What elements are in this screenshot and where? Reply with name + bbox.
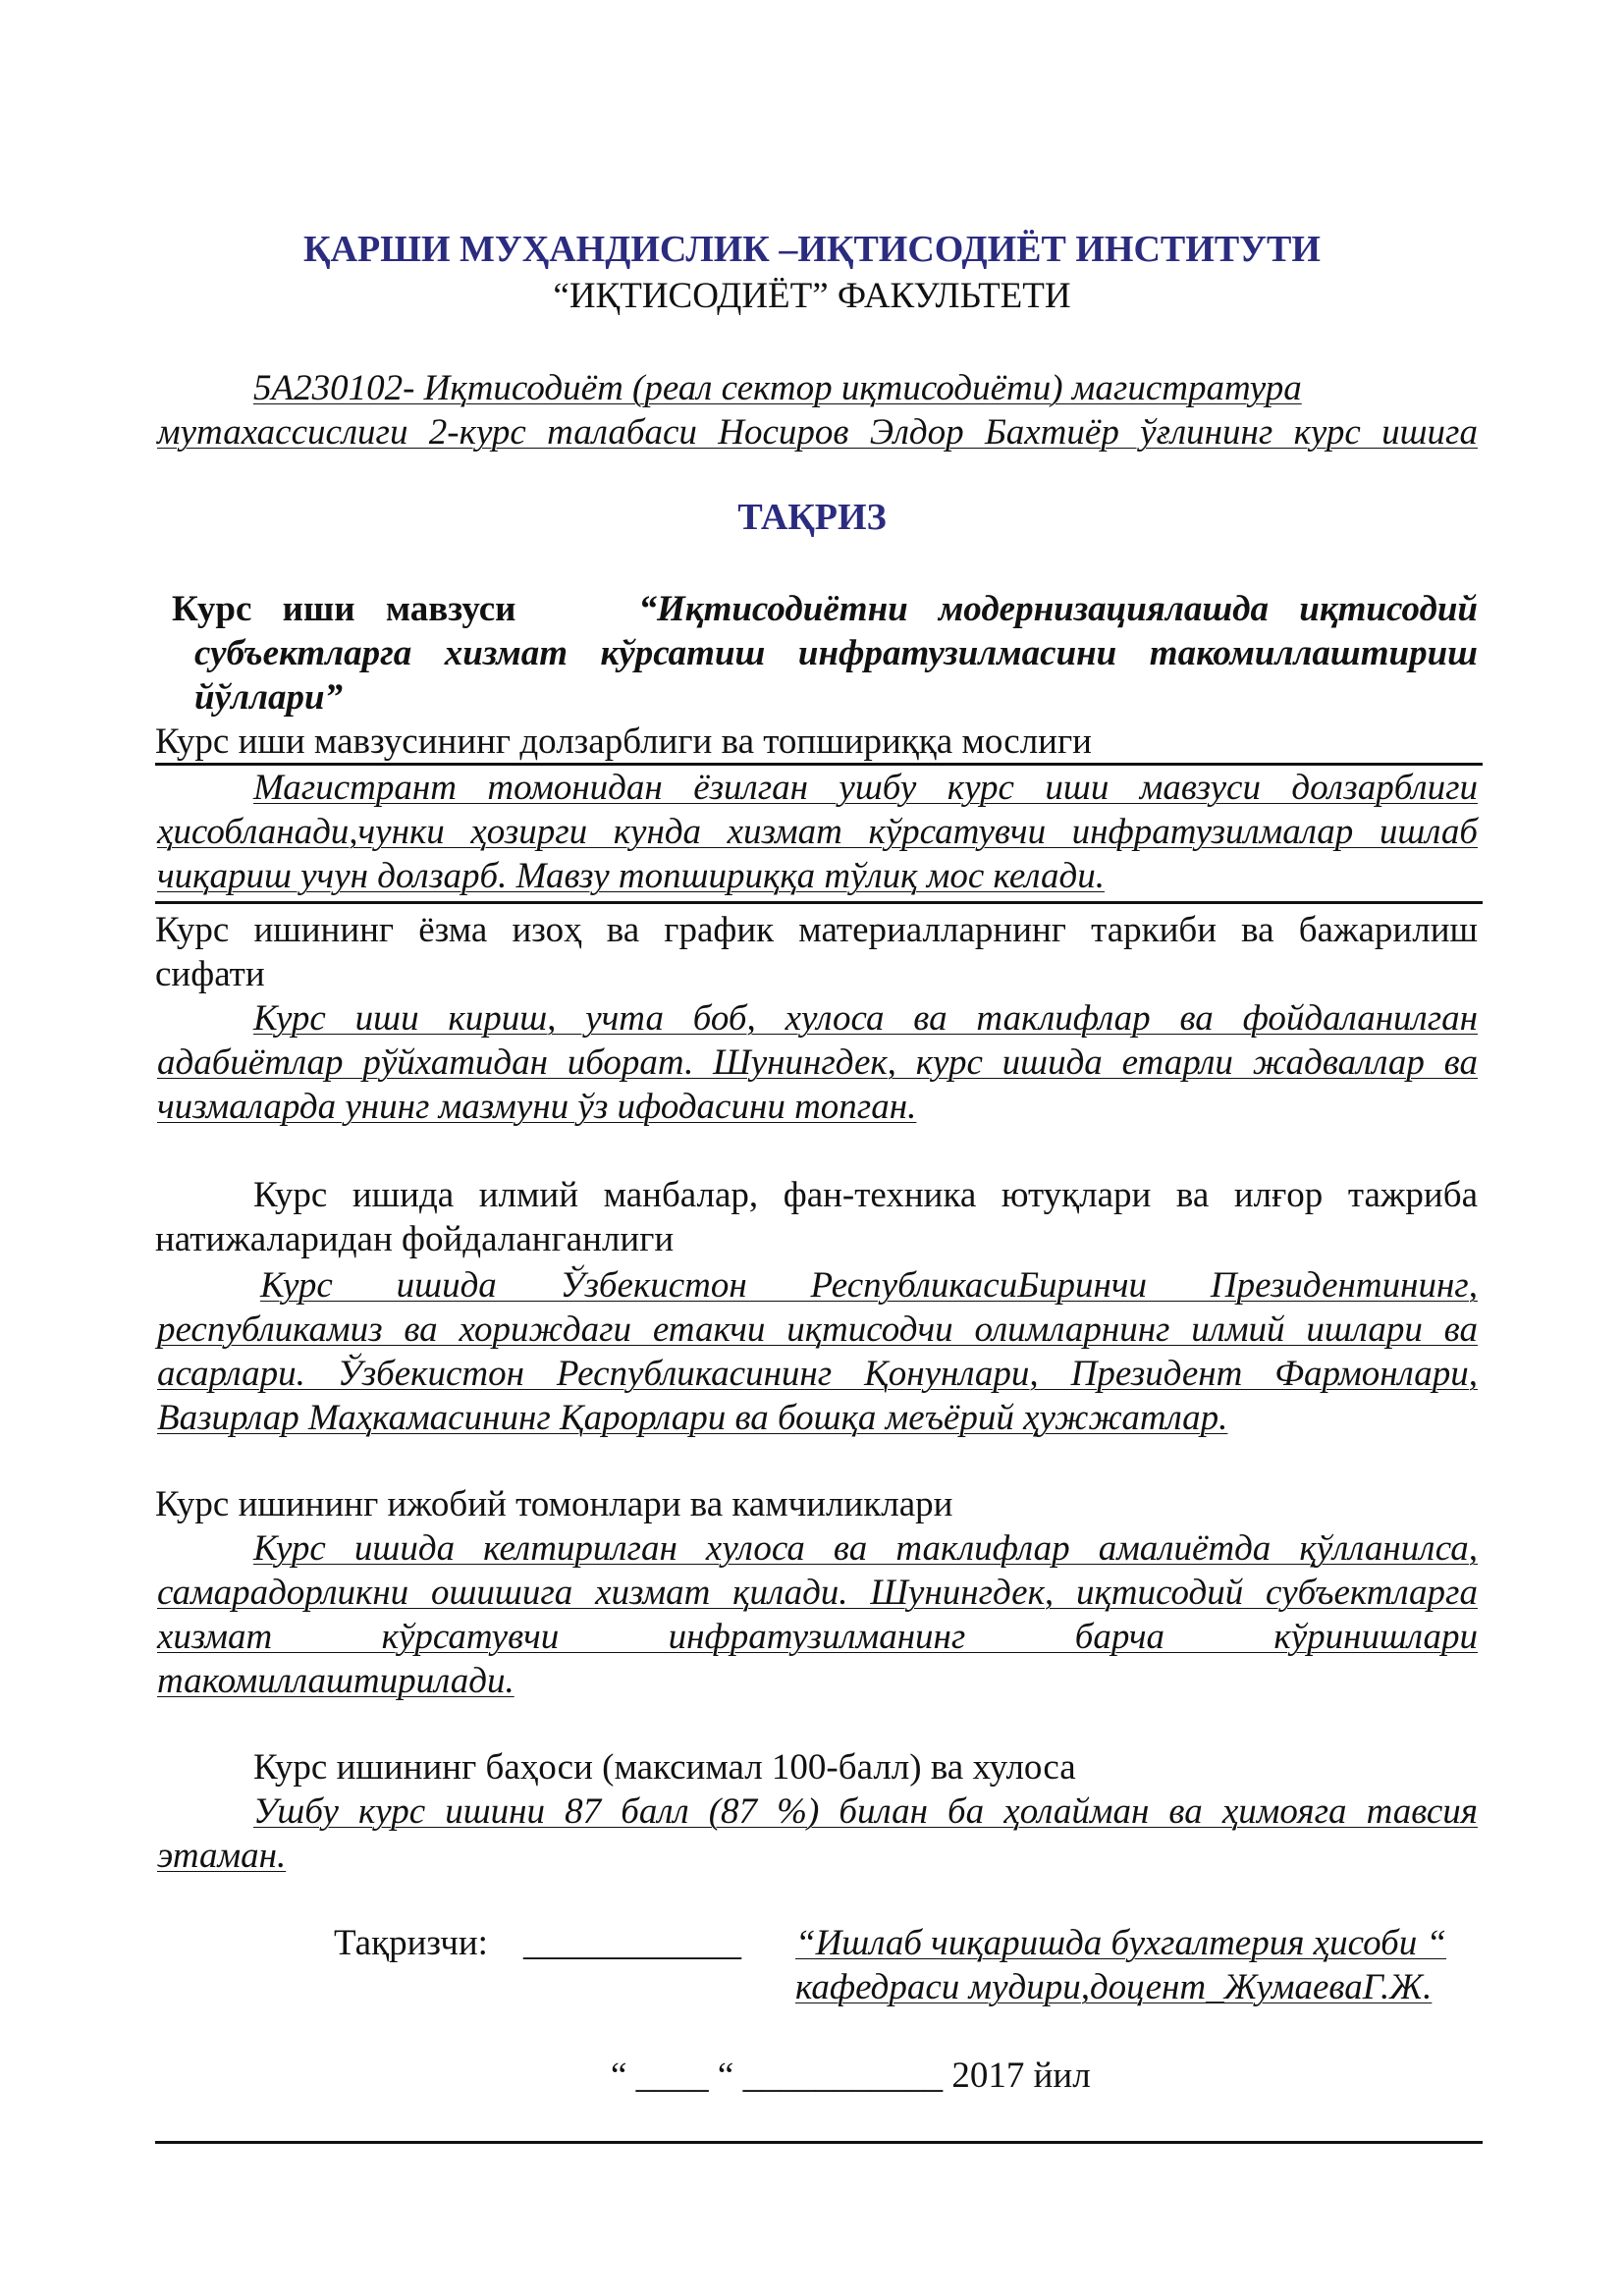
section-4-line-3: хизмат кўрсатувчи инфратузилманинг барча кўринишлари <box>157 1617 1478 1657</box>
section-5-heading: Курс ишининг баҳоси (максимал 100-балл) ва хулоса <box>253 1747 1076 1788</box>
section-5-line-1: Ушбу курс ишини 87 балл (87 %) билан ба ҳолайман ва ҳимояга тавсия <box>253 1791 1478 1832</box>
section-4-heading: Курс ишининг ижобий томонлари ва камчиликлари <box>155 1484 953 1524</box>
intro-line-1: 5А230102- Иқтисодиёт (реал сектор иқтисодиёти) магистратура <box>253 368 1302 408</box>
reviewer-position-2: кафедраси мудири,доцент_ЖумаеваГ.Ж. <box>795 1967 1433 2007</box>
section-2-line-1: Курс иши кириш, учта боб, хулоса ва таклифлар ва фойдаланилган <box>253 998 1478 1039</box>
section-1-heading: Курс иши мавзусининг долзарблиги ва топшириққа мослиги <box>155 721 1092 762</box>
section-3-heading-1: Курс ишида илмий манбалар, фан-техника ютуқлари ва илғор тажриба <box>253 1175 1478 1215</box>
divider <box>155 901 1483 904</box>
reviewer-label: Тақризчи: <box>334 1923 488 1963</box>
reviewer-position-1: “Ишлаб чиқаришда бухгалтерия ҳисоби “ <box>795 1923 1447 1963</box>
section-2-heading-1: Курс ишининг ёзма изоҳ ва график материалларнинг таркиби ва бажарилиш <box>155 910 1478 950</box>
section-3-line-3: асарлари. Ўзбекистон Республикасининг Қонунлари, Президент Фармонлари, <box>157 1354 1478 1394</box>
date-line: “ ____ “ ___________ 2017 йил <box>611 2056 1091 2096</box>
section-1-line-1: Магистрант томонидан ёзилган ушбу курс иши мавзуси долзарблиги <box>253 768 1478 808</box>
section-4-line-2: самарадорликни ошишига хизмат қилади. Шунингдек, иқтисодий субъектларга <box>157 1573 1478 1613</box>
signature-blank: ____________ <box>523 1923 741 1963</box>
section-3-line-2: республикамиз ва хориждаги етакчи иқтисодчи олимларнинг илмий ишлари ва <box>157 1309 1478 1350</box>
intro-line-2: мутахассислиги 2-курс талабаси Носиров Элдор Бахтиёр ўғлининг курс ишига <box>157 412 1478 453</box>
section-3-line-1: Курс ишида Ўзбекистон РеспубликасиБиринчи Президентининг, <box>260 1265 1478 1306</box>
section-1-line-2: ҳисобланади,чунки ҳозирги кунда хизмат кўрсатувчи инфратузилмалар ишлаб <box>157 812 1478 852</box>
topic-line-3: йўллари” <box>194 677 344 718</box>
section-4-line-4: такомиллаштирилади. <box>157 1661 514 1701</box>
faculty-name: “ИҚТИСОДИЁТ” ФАКУЛЬТЕТИ <box>553 276 1071 316</box>
section-2-line-3: чизмаларда унинг мазмуни ўз ифодасини топган. <box>157 1087 917 1127</box>
section-2-heading-2: сифати <box>155 954 265 994</box>
section-1-line-3: чиқариш учун долзарб. Мавзу топшириққа тўлиқ мос келади. <box>157 856 1105 896</box>
section-2-line-2: адабиётлар рўйхатидан иборат. Шунингдек, курс ишида етарли жадваллар ва <box>157 1042 1478 1083</box>
bottom-divider <box>155 2141 1483 2144</box>
topic-title-1: “Иқтисодиётни модернизациялашда иқтисодий <box>638 589 1479 629</box>
topic-line-2: субъектларга хизмат кўрсатиш инфратузилмасини такомиллаштириш <box>194 633 1478 673</box>
section-5-line-2: этаман. <box>157 1836 287 1876</box>
document-title: ТАҚРИЗ <box>737 497 887 538</box>
topic-label: Курс иши мавзуси <box>172 589 516 629</box>
institute-name: ҚАРШИ МУҲАНДИСЛИК –ИҚТИСОДИЁТ ИНСТИТУТИ <box>303 229 1321 270</box>
topic-line-1 <box>172 587 1478 631</box>
section-3-heading-2: натижаларидан фойдаланганлиги <box>155 1219 675 1259</box>
section-3-line-4: Вазирлар Маҳкамасининг Қарорлари ва бошқа меъёрий ҳужжатлар. <box>157 1398 1228 1438</box>
section-4-line-1: Курс ишида келтирилган хулоса ва таклифлар амалиётда қўлланилса, <box>253 1528 1478 1569</box>
